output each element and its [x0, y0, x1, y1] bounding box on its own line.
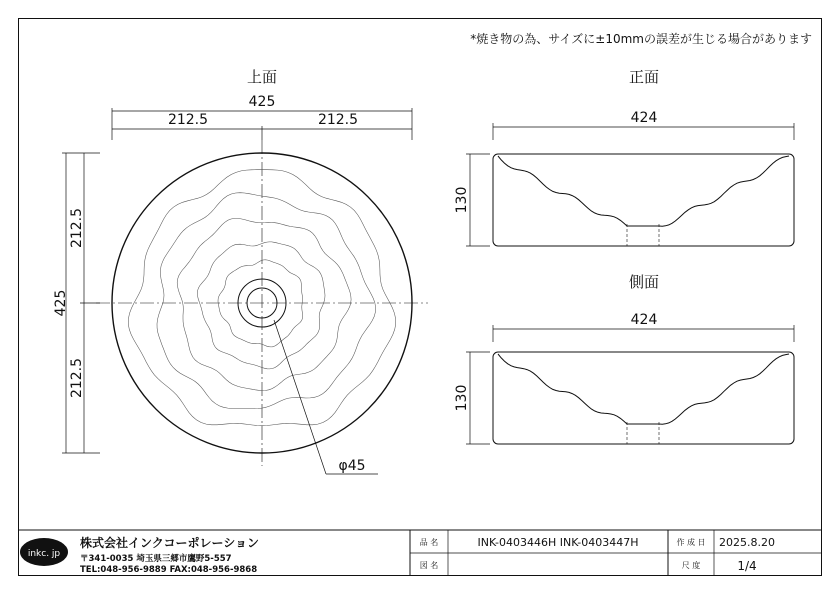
company-name: 株式会社インクコーポレーション — [80, 536, 260, 550]
top-width-dimension-lines — [112, 108, 412, 140]
company-phone-fax: TEL:048-956-9889 FAX:048-956-9868 — [80, 565, 258, 575]
front-view-title: 正面 — [628, 68, 660, 86]
side-height-dim: 130 — [454, 384, 470, 412]
side-width-dim: 424 — [630, 312, 658, 328]
drawing-name-label: 図 名 — [419, 561, 439, 570]
top-half-height-bottom: 212.5 — [69, 357, 85, 399]
wave-contour-ring — [218, 260, 303, 347]
company-logo-text: inkc. jp — [27, 549, 61, 559]
scale-label: 尺 度 — [681, 561, 701, 570]
top-width-dim: 425 — [248, 94, 276, 110]
front-height-dim: 130 — [454, 186, 470, 214]
product-name-label: 品 名 — [419, 538, 439, 547]
top-view-title: 上面 — [246, 68, 278, 86]
created-date-value: 2025.8.20 — [719, 536, 775, 549]
top-half-width-right: 212.5 — [317, 112, 359, 128]
front-bowl-profile — [498, 156, 789, 226]
sheet-border — [19, 19, 822, 576]
top-half-height-top: 212.5 — [69, 207, 85, 249]
drain-diameter-label: φ45 — [338, 458, 366, 474]
front-width-dim: 424 — [630, 110, 658, 126]
wave-contour-ring — [157, 193, 376, 409]
product-name-value: INK-0403446H INK-0403447H — [477, 536, 639, 549]
company-address: 〒341-0035 埼玉県三郷市鷹野5-557 — [80, 554, 232, 564]
wave-contour-ring — [197, 242, 325, 369]
created-date-label: 作 成 日 — [676, 538, 706, 547]
wave-contour-ring — [177, 218, 351, 390]
tolerance-note: *焼き物の為、サイズに±10mmの誤差が生じる場合があります — [470, 32, 812, 46]
top-half-width-left: 212.5 — [167, 112, 209, 128]
scale-value: 1/4 — [737, 559, 757, 573]
side-bowl-profile — [498, 354, 789, 424]
side-body-outline — [493, 352, 794, 444]
front-body-outline — [493, 154, 794, 246]
top-height-dim: 425 — [53, 289, 69, 317]
side-view-title: 側面 — [628, 273, 660, 291]
